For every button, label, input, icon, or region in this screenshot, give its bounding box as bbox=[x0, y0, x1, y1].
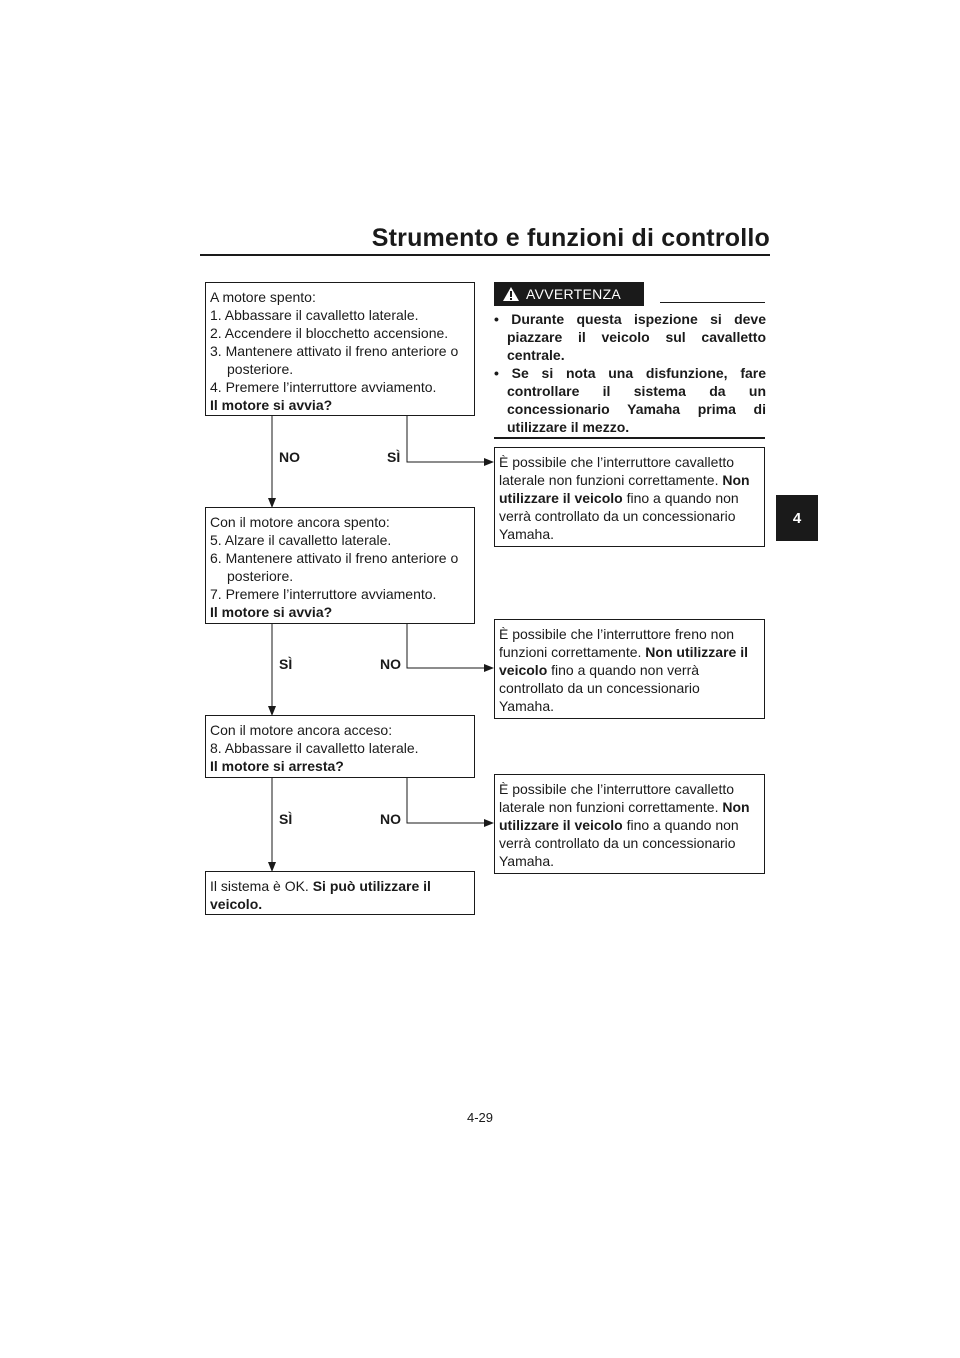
step1-line: 3. Mantenere attivato il freno anteriore o posteriore. bbox=[210, 343, 459, 377]
warning-badge bbox=[494, 282, 644, 306]
step2-line: 6. Mantenere attivato il freno anteriore o posteriore. bbox=[210, 550, 459, 584]
warning-badge-label: AVVERTENZA bbox=[526, 286, 622, 302]
flow-step-3 bbox=[205, 715, 475, 778]
result-box-3 bbox=[494, 774, 765, 874]
chapter-tab: 4 bbox=[776, 495, 818, 541]
step3-line: Con il motore ancora acceso: bbox=[210, 722, 393, 738]
step2-line: 7. Premere l’interruttore avviamento. bbox=[210, 586, 437, 602]
result-box-2 bbox=[494, 619, 765, 719]
arrow-right-2 bbox=[484, 664, 494, 672]
edge-label-yes: SÌ bbox=[387, 449, 401, 465]
step1-line: A motore spento: bbox=[210, 289, 316, 305]
arrow-right-3 bbox=[484, 819, 494, 827]
flow-step-2 bbox=[205, 507, 475, 624]
step2-line: 5. Alzare il cavalletto laterale. bbox=[210, 532, 392, 548]
step1-question: Il motore si avvia? bbox=[210, 397, 333, 413]
result1-text: È possibile che l’interruttore cavalletto laterale non funzioni correttamente. bbox=[499, 454, 735, 488]
flow-step-4 bbox=[205, 871, 475, 915]
result2-text: È possibile che l’interruttore freno non funzioni correttamente. bbox=[499, 626, 735, 660]
result3-text: È possibile che l’interruttore cavalletto laterale non funzioni correttamente. bbox=[499, 781, 735, 815]
connector-step3-result3 bbox=[407, 777, 486, 823]
page-title: Strumento e funzioni di controllo bbox=[371, 224, 770, 252]
edge-label-yes: SÌ bbox=[279, 656, 293, 672]
arrow-right-1 bbox=[484, 458, 494, 466]
step1-line: 4. Premere l’interruttore avviamento. bbox=[210, 379, 437, 395]
warning-item: • Durante questa ispezione si deve piazzare il veicolo sul cavalletto centrale. bbox=[494, 311, 766, 363]
warning-rule-top bbox=[660, 302, 765, 303]
step1-line: 2. Accendere il blocchetto accensione. bbox=[210, 325, 449, 341]
edge-label-no: NO bbox=[279, 449, 300, 465]
warning-rule-bottom bbox=[494, 437, 765, 439]
warning-icon bbox=[502, 286, 520, 302]
edge-label-yes: SÌ bbox=[279, 811, 293, 827]
edge-label-no: NO bbox=[380, 811, 401, 827]
result3-bold: Non utilizzare il veicolo bbox=[499, 799, 750, 833]
edge-label-no: NO bbox=[380, 656, 401, 672]
result2-text-end: fino a quando non verrà controllato da un concessionario Yamaha. bbox=[499, 662, 700, 714]
warning-item: • Se si nota una disfunzione, fare controllare il sistema da un concessionario Yamaha prima di utilizzare il mezzo. bbox=[494, 365, 766, 435]
step3-line: 8. Abbassare il cavalletto laterale. bbox=[210, 740, 419, 756]
connector-step2-result2 bbox=[407, 623, 486, 668]
step1-line: 1. Abbassare il cavalletto laterale. bbox=[210, 307, 419, 323]
result3-text-end: fino a quando non verrà controllato da un concessionario Yamaha. bbox=[499, 817, 739, 869]
page-number: 4-29 bbox=[466, 1110, 494, 1125]
result-box-1 bbox=[494, 447, 765, 547]
connector-step1-result1 bbox=[407, 416, 486, 462]
warning-list bbox=[494, 310, 766, 436]
result2-bold: Non utilizzare il veicolo bbox=[499, 644, 748, 678]
flow-step-1 bbox=[205, 282, 475, 416]
result1-bold: Non utilizzare il veicolo bbox=[499, 472, 750, 506]
result1-text-end: fino a quando non verrà controllato da un concessionario Yamaha. bbox=[499, 490, 739, 542]
step2-line: Con il motore ancora spento: bbox=[210, 514, 390, 530]
step3-question: Il motore si arresta? bbox=[210, 758, 344, 774]
step4-text: Il sistema è OK. bbox=[210, 878, 309, 894]
step4-bold: Si può utilizzare il veicolo. bbox=[210, 878, 431, 912]
step2-question: Il motore si avvia? bbox=[210, 604, 333, 620]
